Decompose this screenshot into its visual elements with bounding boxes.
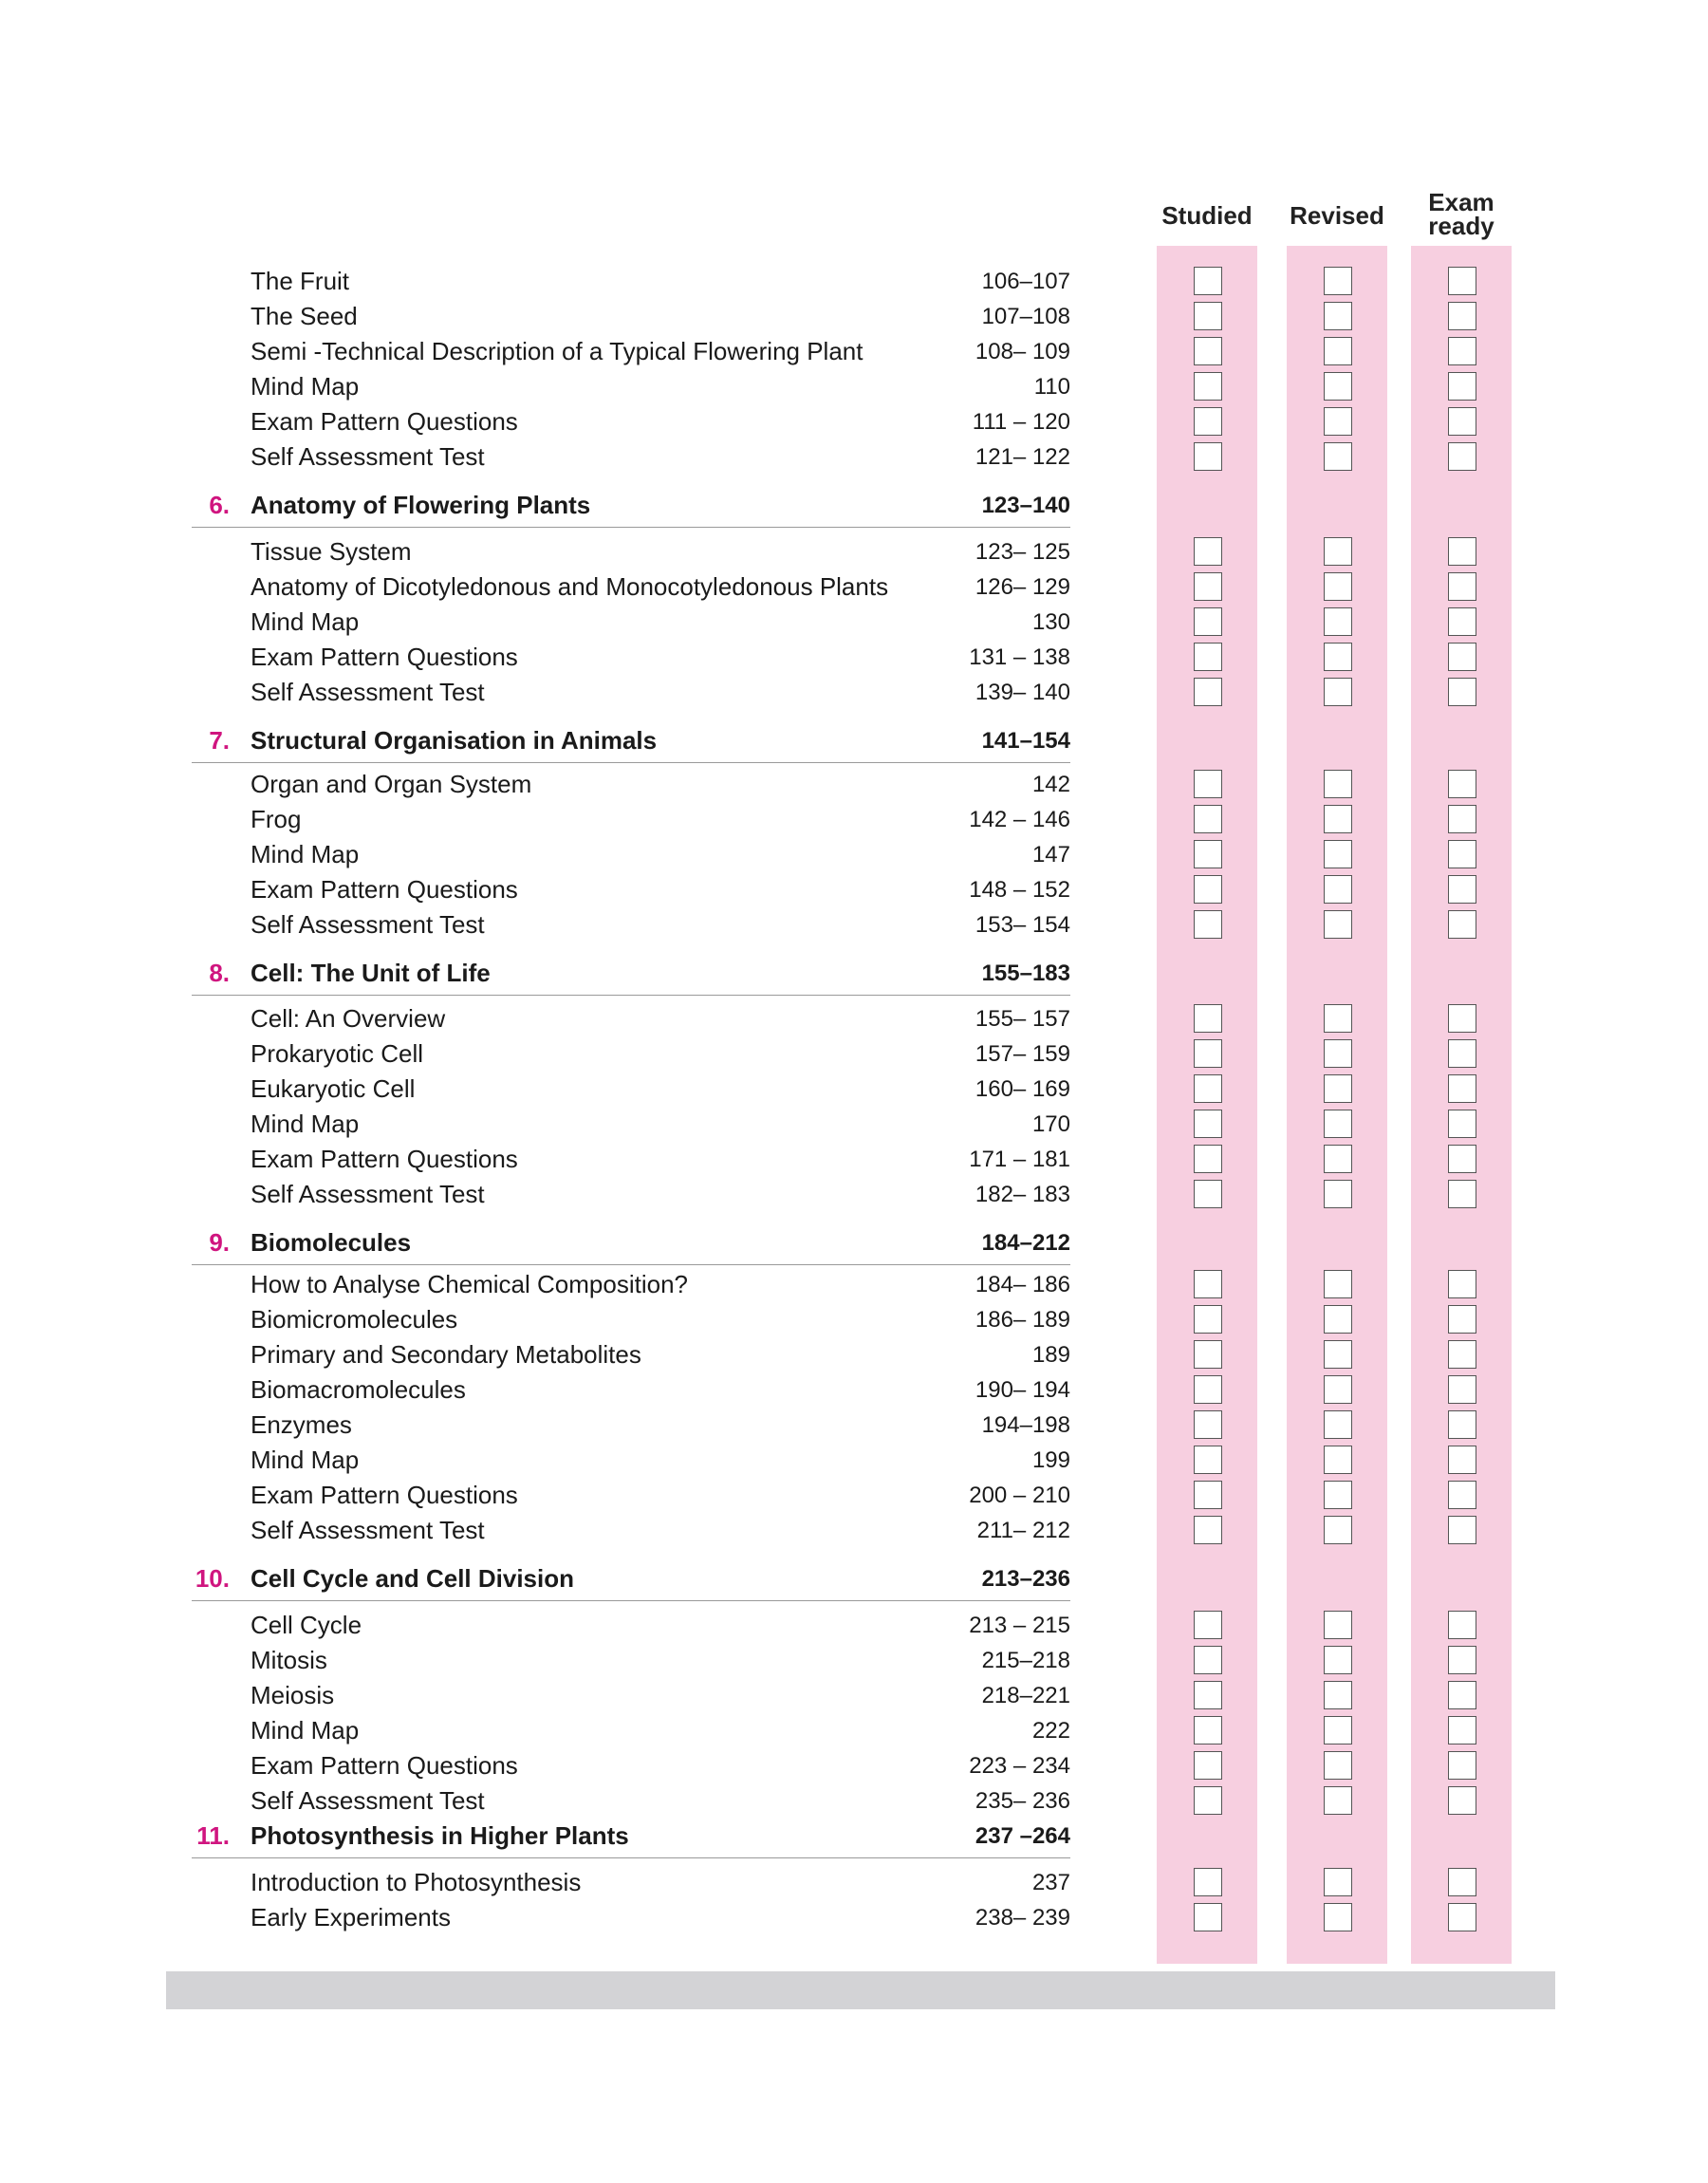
revised-checkbox[interactable] [1324,1751,1352,1780]
topic-row [0,1177,1708,1212]
revised-checkbox[interactable] [1324,875,1352,904]
topic-title: Biomicromolecules [251,1305,458,1334]
exam-ready-checkbox[interactable] [1448,910,1476,939]
page-range: 108– 109 [975,339,1070,364]
studied-checkbox[interactable] [1194,407,1222,436]
studied-checkbox[interactable] [1194,1716,1222,1745]
page-range: 126– 129 [975,574,1070,600]
revised-checkbox[interactable] [1324,643,1352,671]
exam-ready-checkbox[interactable] [1448,1375,1476,1404]
revised-checkbox[interactable] [1324,1716,1352,1745]
topic-title: Exam Pattern Questions [251,1481,518,1509]
topic-row [0,1001,1708,1036]
chapter-number: 10. [195,1564,230,1593]
topic-title: Self Assessment Test [251,910,485,939]
topic-row [0,1478,1708,1513]
topic-title: Self Assessment Test [251,1180,485,1208]
page-range: 123– 125 [975,539,1070,565]
revised-checkbox[interactable] [1324,1611,1352,1639]
page-range: 147 [1031,842,1070,868]
topic-title: Self Assessment Test [251,1516,485,1544]
chapter-number: 7. [209,726,230,755]
studied-checkbox[interactable] [1194,805,1222,833]
page-range: 222 [1031,1718,1070,1744]
topic-row [0,1443,1708,1478]
revised-checkbox[interactable] [1324,1903,1352,1931]
chapter-row [0,1819,1708,1854]
chapter-row [0,488,1708,523]
exam-ready-checkbox[interactable] [1448,1786,1476,1815]
revised-checkbox[interactable] [1324,1145,1352,1173]
topic-row [0,1513,1708,1548]
exam-ready-checkbox[interactable] [1448,1270,1476,1298]
studied-checkbox[interactable] [1194,1903,1222,1931]
revised-checkbox[interactable] [1324,678,1352,706]
topic-title: Biomacromolecules [251,1375,466,1404]
topic-title: Mind Map [251,840,360,868]
topic-title: Self Assessment Test [251,1786,485,1815]
exam-ready-checkbox[interactable] [1448,537,1476,566]
topic-row [0,605,1708,640]
topic-title: Exam Pattern Questions [251,1145,518,1173]
topic-row [0,1643,1708,1678]
topic-title: Early Experiments [251,1903,451,1931]
page-range: 171 – 181 [969,1147,1070,1172]
page-range: 199 [1031,1447,1070,1473]
page-range: 237 [1031,1870,1070,1895]
topic-row [0,1302,1708,1337]
studied-checkbox[interactable] [1194,372,1222,401]
page-range: 170 [1031,1111,1070,1137]
topic-title: Self Assessment Test [251,678,485,706]
topic-row [0,1142,1708,1177]
page-range: 111 – 120 [972,409,1070,435]
topic-row [0,1678,1708,1713]
studied-checkbox[interactable] [1194,1270,1222,1298]
page-range: 155–183 [981,961,1070,986]
topic-row [0,1608,1708,1643]
topic-row [0,1713,1708,1748]
studied-checkbox[interactable] [1194,1786,1222,1815]
page-range: 139– 140 [975,680,1070,705]
page-range: 184–212 [981,1230,1070,1256]
studied-checkbox[interactable] [1194,537,1222,566]
topic-row [0,404,1708,439]
topic-row [0,1783,1708,1819]
page-range: 190– 194 [975,1377,1070,1403]
exam-ready-checkbox[interactable] [1448,302,1476,330]
exam-ready-checkbox[interactable] [1448,337,1476,365]
studied-checkbox[interactable] [1194,1446,1222,1474]
studied-checkbox[interactable] [1194,1039,1222,1068]
page-range: 211– 212 [976,1518,1070,1543]
revised-checkbox[interactable] [1324,302,1352,330]
studied-checkbox[interactable] [1194,1646,1222,1674]
chapter-title: Cell Cycle and Cell Division [251,1564,574,1593]
topic-row [0,1072,1708,1107]
studied-checkbox[interactable] [1194,678,1222,706]
topic-row [0,334,1708,369]
topic-row [0,802,1708,837]
page-range: 121– 122 [975,444,1070,470]
chapter-number: 8. [209,959,230,987]
exam-label: Exam [1428,188,1494,216]
revised-checkbox[interactable] [1324,1410,1352,1439]
topic-title: Mind Map [251,372,360,401]
topic-title: Mind Map [251,1110,360,1138]
topic-title: Exam Pattern Questions [251,1751,518,1780]
exam-ready-checkbox[interactable] [1448,840,1476,868]
studied-checkbox[interactable] [1194,1074,1222,1103]
chapter-title: Biomolecules [251,1228,412,1257]
exam-ready-checkbox[interactable] [1448,643,1476,671]
topic-row [0,299,1708,334]
topic-row [0,872,1708,907]
revised-checkbox[interactable] [1324,1305,1352,1334]
page-range: 142 [1031,772,1070,797]
exam-ready-checkbox[interactable] [1448,572,1476,601]
topic-title: Enzymes [251,1410,352,1439]
studied-checkbox[interactable] [1194,337,1222,365]
revised-checkbox[interactable] [1324,840,1352,868]
revised-checkbox[interactable] [1324,1180,1352,1208]
page-range: 160– 169 [975,1076,1070,1102]
exam-ready-checkbox[interactable] [1448,875,1476,904]
chapter-divider [192,995,1070,996]
revised-checkbox[interactable] [1324,1110,1352,1138]
chapter-title: Photosynthesis in Higher Plants [251,1821,629,1850]
page-range: 215–218 [981,1648,1070,1673]
topic-row [0,837,1708,872]
page-range: 107–108 [981,304,1070,329]
topic-row [0,675,1708,710]
footer-bar [166,1971,1555,2009]
chapter-divider [192,527,1070,528]
page-range: 106–107 [981,269,1070,294]
revised-checkbox[interactable] [1324,572,1352,601]
topic-row [0,534,1708,569]
exam-ready-checkbox[interactable] [1448,1180,1476,1208]
studied-checkbox[interactable] [1194,1681,1222,1709]
revised-checkbox[interactable] [1324,372,1352,401]
page-range: 141–154 [981,728,1070,754]
chapter-title: Cell: The Unit of Life [251,959,491,987]
topic-row [0,439,1708,475]
topic-title: Cell Cycle [251,1611,362,1639]
studied-checkbox[interactable] [1194,643,1222,671]
exam-ready-checkbox[interactable] [1448,1516,1476,1544]
revised-label: Revised [1290,201,1384,230]
studied-checkbox[interactable] [1194,1305,1222,1334]
page-range: 110 [1033,374,1070,400]
studied-checkbox[interactable] [1194,442,1222,471]
chapter-row [0,1561,1708,1596]
exam-ready-checkbox[interactable] [1448,407,1476,436]
topic-title: How to Analyse Chemical Composition? [251,1270,688,1298]
revised-checkbox[interactable] [1324,1270,1352,1298]
topic-title: Introduction to Photosynthesis [251,1868,582,1896]
topic-title: Eukaryotic Cell [251,1074,416,1103]
topic-row [0,1267,1708,1302]
page-range: 200 – 210 [969,1483,1070,1508]
exam-ready-checkbox[interactable] [1448,1751,1476,1780]
topic-title: Mind Map [251,1716,360,1745]
studied-checkbox[interactable] [1194,1375,1222,1404]
topic-row [0,1372,1708,1408]
exam-ready-checkbox[interactable] [1448,267,1476,295]
studied-checkbox[interactable] [1194,1410,1222,1439]
studied-checkbox[interactable] [1194,1481,1222,1509]
revised-checkbox[interactable] [1324,1446,1352,1474]
topic-title: Mind Map [251,1446,360,1474]
studied-checkbox[interactable] [1194,1516,1222,1544]
studied-checkbox[interactable] [1194,572,1222,601]
page-range: 235– 236 [975,1788,1070,1814]
chapter-row [0,956,1708,991]
chapter-divider [192,1600,1070,1601]
topic-row [0,1900,1708,1935]
exam-ready-checkbox[interactable] [1448,1716,1476,1745]
chapter-divider [192,1264,1070,1265]
topic-row [0,640,1708,675]
page-range: 189 [1031,1342,1070,1368]
topic-title: Prokaryotic Cell [251,1039,424,1068]
topic-row [0,369,1708,404]
exam-ready-checkbox[interactable] [1448,1681,1476,1709]
topic-row [0,569,1708,605]
revised-checkbox[interactable] [1324,537,1352,566]
revised-checkbox[interactable] [1324,1681,1352,1709]
exam-ready-checkbox[interactable] [1448,1340,1476,1369]
exam-ready-checkbox[interactable] [1448,607,1476,636]
topic-title: Frog [251,805,302,833]
topic-title: Cell: An Overview [251,1004,446,1033]
topic-title: The Fruit [251,267,350,295]
topic-title: Primary and Secondary Metabolites [251,1340,641,1369]
exam-ready-checkbox[interactable] [1448,442,1476,471]
chapter-title: Structural Organisation in Animals [251,726,658,755]
topic-row [0,1865,1708,1900]
revised-checkbox[interactable] [1324,1481,1352,1509]
page-range: 213 – 215 [969,1613,1070,1638]
topic-row [0,1337,1708,1372]
revised-checkbox[interactable] [1324,770,1352,798]
revised-checkbox[interactable] [1324,1868,1352,1896]
studied-checkbox[interactable] [1194,1145,1222,1173]
exam-ready-checkbox[interactable] [1448,1305,1476,1334]
chapter-number: 6. [209,491,230,519]
topic-title: Self Assessment Test [251,442,485,471]
exam-ready-checkbox[interactable] [1448,770,1476,798]
exam-ready-checkbox[interactable] [1448,1446,1476,1474]
revised-checkbox[interactable] [1324,337,1352,365]
topic-title: The Seed [251,302,358,330]
studied-checkbox[interactable] [1194,840,1222,868]
chapter-row [0,723,1708,758]
page-range: 130 [1031,609,1070,635]
chapter-divider [192,762,1070,763]
revised-checkbox[interactable] [1324,1074,1352,1103]
topic-title: Anatomy of Dicotyledonous and Monocotyledonous Plants [251,572,889,601]
studied-checkbox[interactable] [1194,1180,1222,1208]
exam-ready-checkbox[interactable] [1448,1646,1476,1674]
revised-checkbox[interactable] [1324,1786,1352,1815]
revised-checkbox[interactable] [1324,607,1352,636]
page-range: 148 – 152 [969,877,1070,903]
page-range: 186– 189 [975,1307,1070,1333]
page-range: 142 – 146 [969,807,1070,832]
topic-title: Organ and Organ System [251,770,532,798]
page-range: 182– 183 [975,1182,1070,1207]
page-range: 218–221 [981,1683,1070,1708]
chapter-row [0,1225,1708,1260]
page-range: 157– 159 [975,1041,1070,1067]
studied-checkbox[interactable] [1194,1611,1222,1639]
exam-ready-checkbox[interactable] [1448,678,1476,706]
topic-title: Exam Pattern Questions [251,407,518,436]
revised-checkbox[interactable] [1324,1340,1352,1369]
page-range: 131 – 138 [969,644,1070,670]
topic-row [0,907,1708,942]
topic-row [0,1748,1708,1783]
studied-checkbox[interactable] [1194,1751,1222,1780]
page-range: 223 – 234 [969,1753,1070,1779]
exam-ready-checkbox[interactable] [1448,805,1476,833]
studied-checkbox[interactable] [1194,1004,1222,1033]
topic-title: Semi -Technical Description of a Typical Flowering Plant [251,337,863,365]
page-range: 123–140 [981,493,1070,518]
page-range: 238– 239 [975,1905,1070,1931]
exam-ready-checkbox[interactable] [1448,1110,1476,1138]
studied-checkbox[interactable] [1194,302,1222,330]
studied-checkbox[interactable] [1194,770,1222,798]
ready-label: ready [1428,212,1494,240]
chapter-divider [192,1857,1070,1858]
page-range: 194–198 [981,1412,1070,1438]
exam-ready-checkbox[interactable] [1448,1145,1476,1173]
revised-checkbox[interactable] [1324,1039,1352,1068]
exam-ready-checkbox[interactable] [1448,1410,1476,1439]
topic-row [0,1408,1708,1443]
page-range: 155– 157 [975,1006,1070,1032]
exam-ready-checkbox[interactable] [1448,372,1476,401]
topic-title: Exam Pattern Questions [251,875,518,904]
exam-ready-checkbox[interactable] [1448,1004,1476,1033]
exam-ready-checkbox[interactable] [1448,1868,1476,1896]
studied-checkbox[interactable] [1194,1110,1222,1138]
topic-row [0,1036,1708,1072]
page-range: 213–236 [981,1566,1070,1592]
exam-ready-checkbox[interactable] [1448,1074,1476,1103]
revised-checkbox[interactable] [1324,267,1352,295]
studied-checkbox[interactable] [1194,910,1222,939]
topic-title: Tissue System [251,537,412,566]
revised-checkbox[interactable] [1324,1004,1352,1033]
revised-checkbox[interactable] [1324,407,1352,436]
revised-checkbox[interactable] [1324,805,1352,833]
exam-ready-checkbox[interactable] [1448,1481,1476,1509]
studied-checkbox[interactable] [1194,267,1222,295]
topic-title: Exam Pattern Questions [251,643,518,671]
topic-row [0,767,1708,802]
exam-ready-checkbox[interactable] [1448,1903,1476,1931]
studied-checkbox[interactable] [1194,607,1222,636]
page-range: 153– 154 [975,912,1070,938]
revised-checkbox[interactable] [1324,1375,1352,1404]
topic-title: Meiosis [251,1681,335,1709]
chapter-number: 9. [209,1228,230,1257]
exam-ready-checkbox[interactable] [1448,1611,1476,1639]
chapter-number: 11. [196,1821,230,1850]
page-range: 184– 186 [975,1272,1070,1297]
revised-checkbox[interactable] [1324,442,1352,471]
exam-ready-checkbox[interactable] [1448,1039,1476,1068]
revised-checkbox[interactable] [1324,910,1352,939]
revised-checkbox[interactable] [1324,1646,1352,1674]
topic-row [0,264,1708,299]
page-range: 237 –264 [975,1823,1070,1849]
revised-checkbox[interactable] [1324,1516,1352,1544]
studied-checkbox[interactable] [1194,1868,1222,1896]
chapter-title: Anatomy of Flowering Plants [251,491,591,519]
topic-row [0,1107,1708,1142]
studied-checkbox[interactable] [1194,1340,1222,1369]
topic-title: Mitosis [251,1646,327,1674]
topic-title: Mind Map [251,607,360,636]
studied-checkbox[interactable] [1194,875,1222,904]
studied-label: Studied [1161,201,1253,230]
